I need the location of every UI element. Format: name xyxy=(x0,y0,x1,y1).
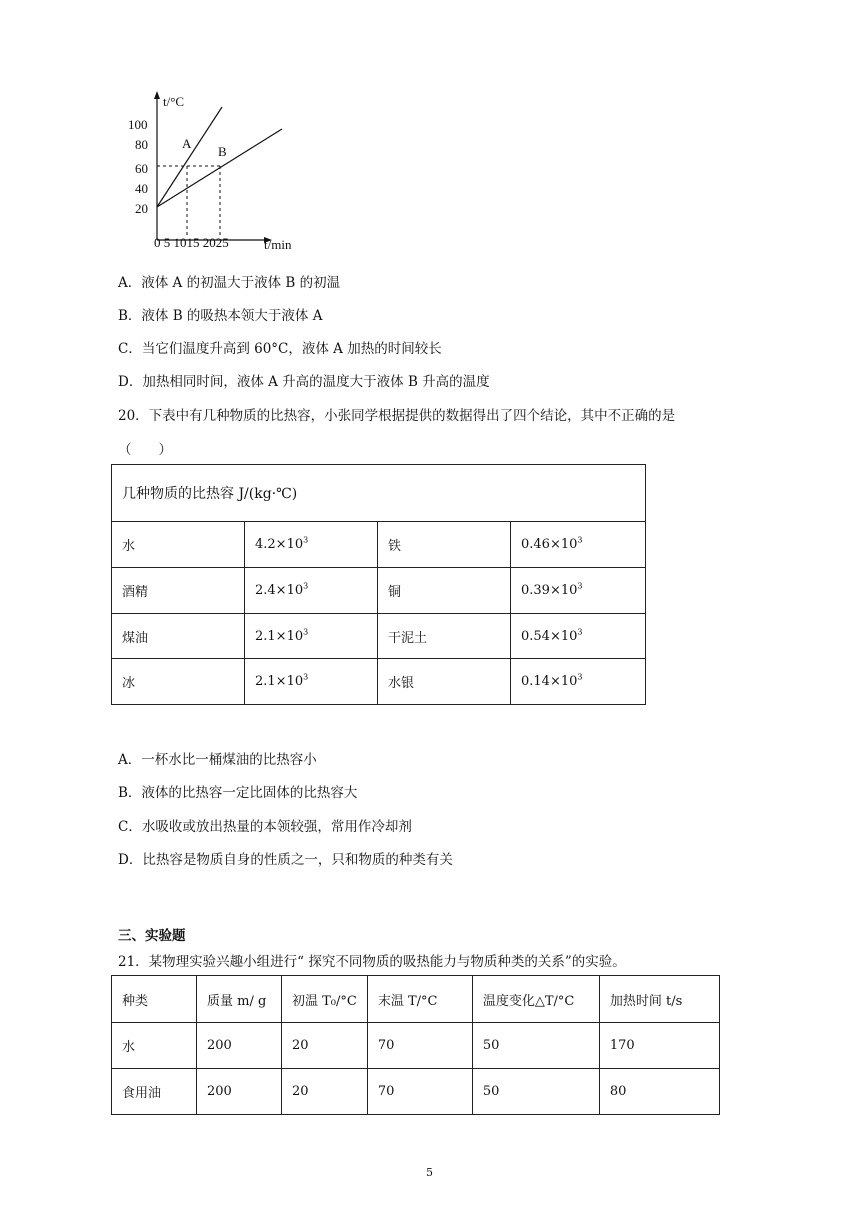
value-cell: $2.4\times 10^3$ xyxy=(245,568,378,614)
table-cell: 70 xyxy=(367,1069,472,1115)
substance-cell: 水银 xyxy=(378,659,511,705)
value-cell: $0.39\times 10^3$ xyxy=(511,568,646,614)
y-axis-arrow xyxy=(154,91,160,99)
q20-option-d: D．比热容是物质自身的性质之一，只和物质的种类有关 xyxy=(118,852,453,868)
value-cell: $4.2\times 10^3$ xyxy=(245,522,378,568)
value-cell: $0.54\times 10^3$ xyxy=(511,614,646,659)
header-cell: 温度变化△T/°C xyxy=(472,976,599,1023)
header-cell: 种类 xyxy=(112,976,197,1023)
table-cell: 水 xyxy=(112,1023,197,1069)
substance-cell: 水 xyxy=(112,522,245,568)
y-tick-label: 20 xyxy=(135,201,148,216)
value-cell: $0.46\times 10^3$ xyxy=(511,522,646,568)
table-row xyxy=(112,522,646,568)
substance-cell: 冰 xyxy=(112,659,245,705)
header-cell: 初温 T₀/°C xyxy=(282,976,368,1023)
q19-option-b: B．液体 B 的吸热本领大于液体 A xyxy=(118,308,323,324)
page-number: 5 xyxy=(426,1166,433,1179)
specific-heat-table xyxy=(111,464,646,705)
substance-cell: 干泥土 xyxy=(378,614,511,659)
header-cell: 末温 T/°C xyxy=(367,976,472,1023)
line-a xyxy=(157,107,222,207)
table-title: 几种物质的比热容 J/(kg·℃) xyxy=(112,465,646,522)
table-cell: 200 xyxy=(197,1023,282,1069)
section-title: 三、实验题 xyxy=(118,928,186,944)
table-cell: 80 xyxy=(599,1069,719,1115)
temperature-time-graph xyxy=(120,85,320,255)
line-a-label: A xyxy=(182,136,192,151)
q20-answer-paren: （ ） xyxy=(118,442,172,458)
q19-option-c: C．当它们温度升高到 60°C，液体 A 加热的时间较长 xyxy=(118,341,442,357)
y-tick-label: 40 xyxy=(135,181,148,196)
q21-stem: 21．某物理实验兴趣小组进行“ 探究不同物质的吸热能力与物质种类的关系”的实验。 xyxy=(118,954,626,970)
table-row xyxy=(112,568,646,614)
table-cell: 50 xyxy=(472,1069,599,1115)
q20-stem: 20．下表中有几种物质的比热容，小张同学根据提供的数据得出了四个结论，其中不正确的是 xyxy=(118,408,676,424)
y-tick-label: 60 xyxy=(135,161,148,176)
table-row xyxy=(112,1069,720,1115)
table-cell: 70 xyxy=(367,1023,472,1069)
value-cell: $0.14\times 10^3$ xyxy=(511,659,646,705)
q19-option-d: D．加热相同时间，液体 A 升高的温度大于液体 B 升高的温度 xyxy=(118,374,490,390)
table-row xyxy=(112,1023,720,1069)
y-axis-label: t/°C xyxy=(163,94,185,109)
substance-cell: 酒精 xyxy=(112,568,245,614)
q20-option-b: B．液体的比热容一定比固体的比热容大 xyxy=(118,785,358,801)
table-cell: 20 xyxy=(282,1069,368,1115)
substance-cell: 铁 xyxy=(378,522,511,568)
header-cell: 质量 m/ g xyxy=(197,976,282,1023)
q20-option-a: A．一杯水比一桶煤油的比热容小 xyxy=(118,752,317,768)
table-cell: 食用油 xyxy=(112,1069,197,1115)
table-cell: 200 xyxy=(197,1069,282,1115)
q19-option-a: A．液体 A 的初温大于液体 B 的初温 xyxy=(118,275,341,291)
table-header-row xyxy=(112,976,720,1023)
table-cell: 170 xyxy=(599,1023,719,1069)
header-cell: 加热时间 t/s xyxy=(599,976,719,1023)
experiment-table xyxy=(111,975,720,1115)
table-row xyxy=(112,659,646,705)
q20-option-c: C．水吸收或放出热量的本领较强，常用作冷却剂 xyxy=(118,819,412,835)
x-tick-labels: 0 5 1015 2025 xyxy=(154,235,229,250)
table-row xyxy=(112,614,646,659)
line-b xyxy=(157,129,282,207)
substance-cell: 煤油 xyxy=(112,614,245,659)
value-cell: $2.1\times 10^3$ xyxy=(245,659,378,705)
y-tick-label: 80 xyxy=(135,137,148,152)
table-cell: 50 xyxy=(472,1023,599,1069)
x-axis-label: t/min xyxy=(264,237,292,252)
line-b-label: B xyxy=(218,144,227,159)
value-cell: $2.1\times 10^3$ xyxy=(245,614,378,659)
table-cell: 20 xyxy=(282,1023,368,1069)
substance-cell: 铜 xyxy=(378,568,511,614)
y-tick-label: 100 xyxy=(128,117,148,132)
